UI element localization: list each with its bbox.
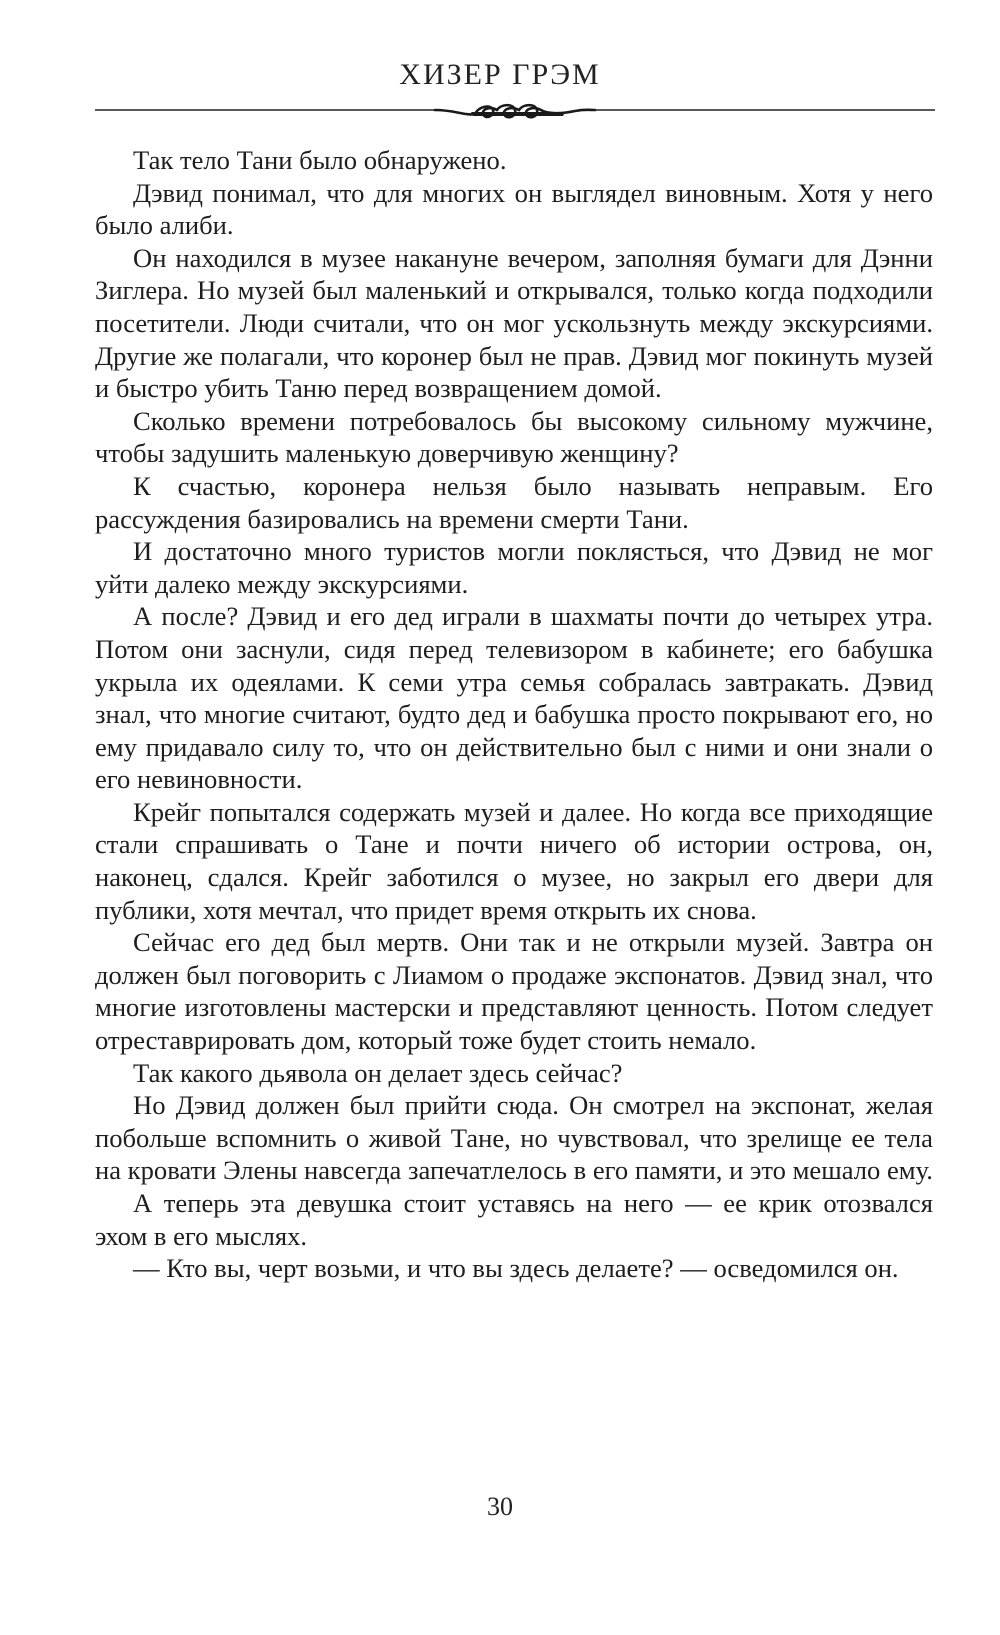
paragraph: Но Дэвид должен был прийти сюда. Он смотрел на экспонат, желая побольше вспомнить о живой Тане, но чувствовал, что зрелище ее тела на кровати Элены навсегда запечатлелось в его памяти, и это мешало ему. (95, 1090, 933, 1186)
paragraph: Он находился в музее накануне вечером, заполняя бумаги для Дэнни Зиглера. Но музей был маленький и открывался, только когда подходили посетители. Люди считали, что он мог ускользнуть между экскурсиями. Другие же полагали, что коронер был не прав. Дэвид мог покинуть музей и быстро убить Таню перед возвращением домой. (95, 242, 933, 404)
main-text (95, 144, 933, 1285)
paragraph: — Кто вы, черт возьми, и что вы здесь делаете? — осведомился он. (133, 1253, 899, 1284)
paragraph: Так какого дьявола он делает здесь сейчас? (133, 1057, 623, 1088)
paragraph: И достаточно много туристов могли поклясться, что Дэвид не мог уйти далеко между экскурсиями. (95, 536, 933, 599)
paragraph: Дэвид понимал, что для многих он выглядел виновным. Хотя у него было алиби. (95, 177, 933, 241)
paragraph: Сейчас его дед был мертв. Они так и не открыли музей. Завтра он должен был поговорить с Лиамом о продаже экспонатов. Дэвид знал, что многие изготовлены мастерски и представляют ценность. Потом следует отреставрировать дом, который тоже будет стоить немало. (95, 927, 933, 1056)
running-head-author: ХИЗЕР ГРЭМ (399, 58, 601, 91)
header-ornament-rule (95, 100, 935, 130)
paragraph: К счастью, коронера нельзя было называть неправым. Его рассуждения базировались на времени смерти Тани. (95, 470, 933, 534)
paragraph: Сколько времени потребовалось бы высокому сильному мужчине, чтобы задушить маленькую доверчивую женщину? (95, 405, 933, 469)
paragraph: А после? Дэвид и его дед играли в шахматы почти до четырех утра. Потом они заснули, сидя перед телевизором в кабинете; его бабушка укрыла их одеялами. К семи утра семья собралась завтракать. Дэвид знал, что многие считают, будто дед и бабушка просто покрывают его, но ему придавало силу то, что он действительно был с ними и они знали о его невиновности. (95, 601, 933, 795)
paragraph: Крейг попытался содержать музей и далее. Но когда все приходящие стали спрашивать о Тане и почти ничего об истории острова, он, наконец, сдался. Крейг заботился о музее, но закрыл его двери для публики, хотя мечтал, что придет время открыть их снова. (95, 796, 933, 925)
page-number: 30 (487, 1492, 513, 1521)
paragraph: А теперь эта девушка стоит уставясь на него — ее крик отозвался эхом в его мыслях. (95, 1188, 933, 1251)
paragraph: Так тело Тани было обнаружено. (133, 145, 507, 175)
